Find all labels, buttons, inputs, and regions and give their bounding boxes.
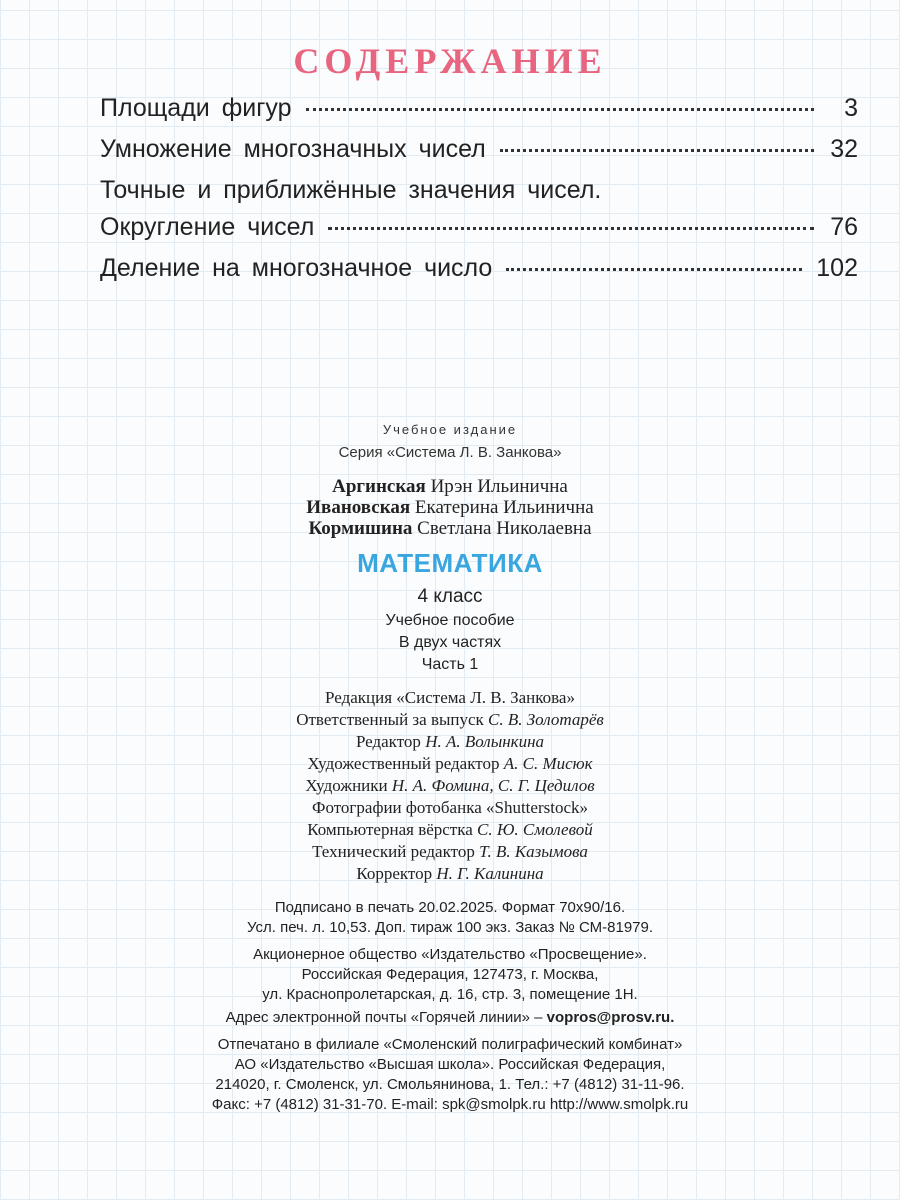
toc-dot-leader [506,268,802,271]
print-info-line: Усл. печ. л. 10,53. Доп. тираж 100 экз. Заказ № СМ-81979. [246,919,654,936]
credit-role: Ответственный за выпуск [296,710,484,729]
contents-title: СОДЕРЖАНИЕ [293,41,607,81]
toc-item-page: 102 [816,254,858,282]
author-surname: Аргинская [332,476,426,497]
credit-role: Художники [305,776,388,795]
printer-line: 214020, г. Смоленск, ул. Смольянинова, 1. Тел.: +7 (4812) 31-11-96. [215,1076,685,1093]
toc-item [100,94,858,135]
credit-person: Н. А. Волынкина [425,732,545,751]
grade-line: 4 класс [417,586,483,607]
toc-item-page: 76 [830,213,858,241]
credit-person: А. С. Мисюк [503,754,593,773]
edition-type: Учебное издание [382,422,518,437]
toc-item-title: Деление на многозначное число [100,254,493,282]
author-line [0,518,900,540]
toc-item [100,135,858,176]
printer-line: Факс: +7 (4812) 31-31-70. E-mail: spk@smolpk.ru http://www.smolpk.ru [211,1096,689,1113]
credit-person: С. В. Золотарёв [488,710,604,729]
publisher-line: ул. Краснопролетарская, д. 16, стр. 3, помещение 1Н. [262,986,638,1003]
credit-role: Фотографии фотобанка «Shutterstock» [312,798,588,817]
book-type-line: Учебное пособие [385,612,515,629]
credit-person: Н. А. Фомина, С. Г. Цедилов [391,776,595,795]
toc-dot-leader [328,227,814,230]
toc-item-page: 3 [844,94,858,122]
credit-role: Редакция «Система Л. В. Занкова» [325,688,575,707]
print-info-line: Подписано в печать 20.02.2025. Формат 70х90/16. [274,899,626,916]
credit-role: Редактор [355,732,421,751]
credit-person: Н. Г. Калинина [436,864,544,883]
credit-line [0,754,900,774]
toc-item-title-line2: Округление чисел [100,213,315,241]
credit-role: Художественный редактор [307,754,500,773]
credit-role: Компьютерная вёрстка [307,820,473,839]
credit-line [0,688,900,708]
credit-line [0,732,900,752]
author-name: Екатерина Ильинична [414,497,594,518]
printer-line: АО «Издательство «Высшая школа». Российская Федерация, [234,1056,666,1073]
toc-dot-leader [500,149,814,152]
author-name: Светлана Николаевна [417,518,592,539]
author-line [0,497,900,519]
toc-item [100,213,858,254]
printer-line: Отпечатано в филиале «Смоленский полиграфический комбинат» [217,1036,683,1053]
toc-item-title-line1: Точные и приближённые значения чисел. [100,176,602,204]
hotline-line [0,1009,900,1026]
toc-item-page: 32 [830,135,858,163]
publisher-line: Акционерное общество «Издательство «Просвещение». [253,946,647,963]
series-line: Серия «Система Л. В. Занкова» [338,444,562,461]
hotline-text: Адрес электронной почты «Горячей линии» – [225,1009,543,1026]
toc-item-title: Умножение многозначных чисел [100,135,486,163]
book-title: МАТЕМАТИКА [357,548,543,578]
author-name: Ирэн Ильинична [430,476,568,497]
part-line: Часть 1 [421,656,479,673]
credit-role: Корректор [356,864,433,883]
credit-line [0,798,900,818]
author-surname: Ивановская [306,497,411,518]
publisher-line: Российская Федерация, 127473, г. Москва, [301,966,599,983]
toc-item [100,254,858,295]
table-of-contents [100,94,858,295]
toc-item-title: Площади фигур [100,94,292,122]
parts-line: В двух частях [398,634,502,651]
credit-person: С. Ю. Смолевой [477,820,593,839]
author-surname: Кормишина [308,518,413,539]
hotline-email[interactable]: vopros@prosv.ru. [546,1009,675,1026]
credit-line [0,820,900,840]
toc-dot-leader [306,108,815,111]
credit-line [0,710,900,730]
credit-person: Т. В. Казымова [479,842,588,861]
credit-line [0,842,900,862]
credit-line [0,776,900,796]
credit-role: Технический редактор [312,842,475,861]
credit-line [0,864,900,884]
author-line [0,476,900,498]
